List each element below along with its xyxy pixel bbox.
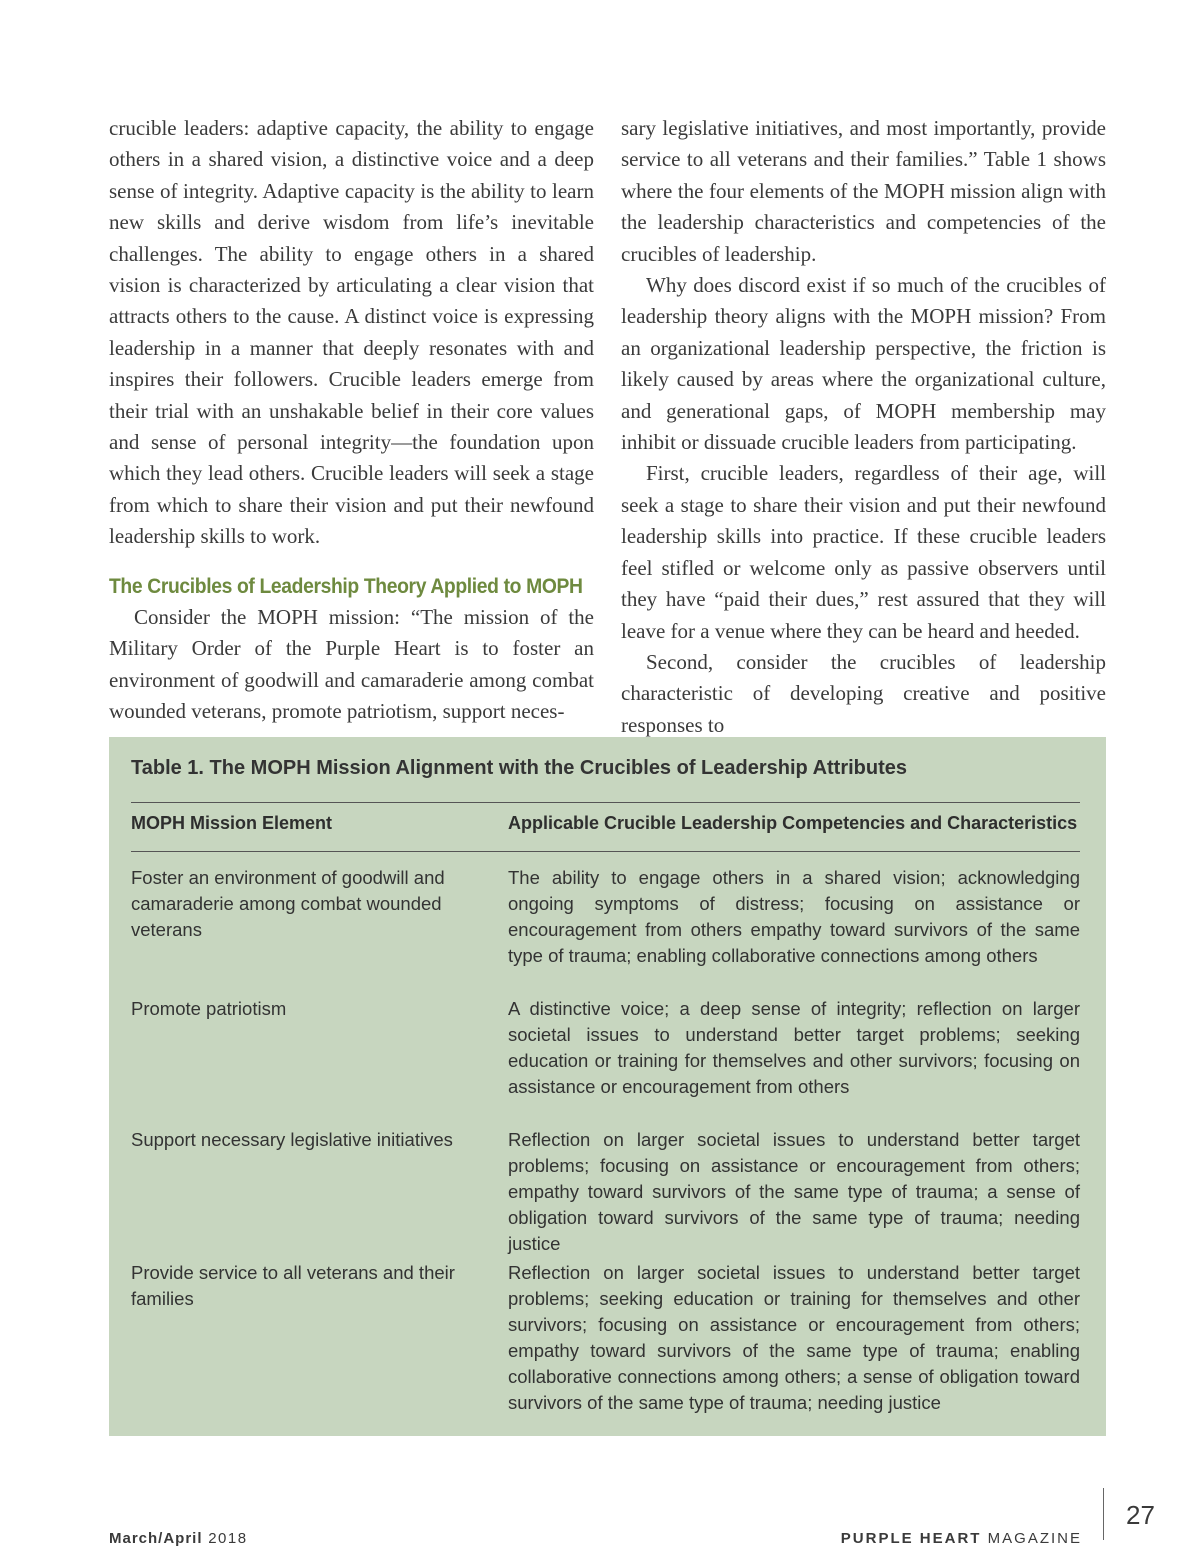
mission-element-cell: Support necessary legislative initiatives — [131, 1129, 453, 1150]
footer-issue-date — [109, 1530, 248, 1547]
footer-magazine-light: MAGAZINE — [987, 1530, 1082, 1547]
footer-magazine-name — [841, 1530, 1082, 1547]
table-header-right: Applicable Crucible Leadership Competencies and Characteristics — [508, 813, 1078, 833]
table-1 — [109, 737, 1106, 1436]
left-column — [109, 113, 594, 727]
mission-element-cell: Foster an environment of goodwill and camaraderie among combat wounded veterans — [131, 867, 445, 940]
footer-magazine-bold: PURPLE HEART — [840, 1530, 982, 1547]
mission-element-cell: Promote patriotism — [131, 998, 287, 1019]
footer-issue-month: March/April — [109, 1530, 203, 1547]
competencies-cell: Reflection on larger societal issues to understand better target problems; seeking education or training for themselves and other survivors; focusing on assistance or encouragement from others; empathy toward survivors of the same type of trauma; enabling collaborative connections among others; a sense of obligation toward survivors of the same type of trauma; needing justice — [508, 1262, 1080, 1413]
section-heading: The Crucibles of Leadership Theory Applied to MOPH — [109, 574, 583, 598]
right-paragraph-2: Why does discord exist if so much of the crucibles of leadership theory aligns with the MOPH mission? From an organizational leadership perspective, the friction is likely caused by areas where the organizational culture, and generational gaps, of MOPH membership may inhibit or dissuade crucible leaders from participating. — [621, 273, 1106, 455]
competencies-cell: Reflection on larger societal issues to understand better target problems; focusing on assistance or encouragement from others; empathy toward survivors of the same type of trauma; a sense of obligation toward survivors of the same type of trauma; needing justice — [508, 1129, 1080, 1254]
right-paragraph-4: Second, consider the crucibles of leadership characteristic of developing creative and positive responses to — [621, 649, 1106, 737]
table-top-rule — [131, 802, 1080, 803]
mission-element-cell: Provide service to all veterans and their families — [131, 1262, 455, 1309]
right-paragraph-3: First, crucible leaders, regardless of their age, will seek a stage to share their vision and put their newfound leadership skills into practice. If these crucible leaders feel stifled or welcome only as passive observers until they have “paid their dues,” rest assured that they will leave for a venue where they can be heard and heeded. — [621, 461, 1106, 643]
competencies-cell: A distinctive voice; a deep sense of integrity; reflection on larger societal issues to understand better target problems; seeking education or training for themselves and other survivors; focusing on assistance or encouragement from others — [508, 998, 1080, 1097]
table-title: Table 1. The MOPH Mission Alignment with the Crucibles of Leadership Attributes — [131, 757, 908, 779]
table-header-left: MOPH Mission Element — [131, 813, 333, 833]
right-paragraph-1: sary legislative initiatives, and most importantly, provide service to all veterans and their families.” Table 1 shows where the four elements of the MOPH mission align with the leadership characteristics and competencies of the crucibles of leadership. — [621, 116, 1106, 266]
right-column — [621, 113, 1106, 741]
footer-divider — [1103, 1488, 1104, 1540]
page-number: 27 — [1126, 1500, 1155, 1530]
left-paragraph-2: Consider the MOPH mission: “The mission of the Military Order of the Purple Heart is to foster an environment of goodwill and camaraderie among combat wounded veterans, promote patriotism, support neces- — [109, 604, 594, 723]
competencies-cell: The ability to engage others in a shared vision; acknowledging ongoing symptoms of distress; focusing on assistance or encouragement from others empathy toward survivors of the same type of trauma; enabling collaborative connections among others — [508, 867, 1080, 966]
footer-issue-year: 2018 — [208, 1530, 248, 1547]
table-header-rule — [131, 851, 1080, 852]
left-paragraph-1: crucible leaders: adaptive capacity, the ability to engage others in a shared vision, a distinctive voice and a deep sense of integrity. Adaptive capacity is the ability to learn new skills and derive wisdom from life’s inevitable challenges. The ability to engage others in a shared vision is characterized by articulating a clear vision that attracts others to the cause. A distinct voice is expressing leadership in a manner that deeply resonates with and inspires their followers. Crucible leaders emerge from their trial with an unshakable belief in their core values and sense of personal integrity—the foundation upon which they lead others. Crucible leaders will seek a stage from which to share their vision and put their newfound leadership skills to work. — [109, 116, 594, 549]
